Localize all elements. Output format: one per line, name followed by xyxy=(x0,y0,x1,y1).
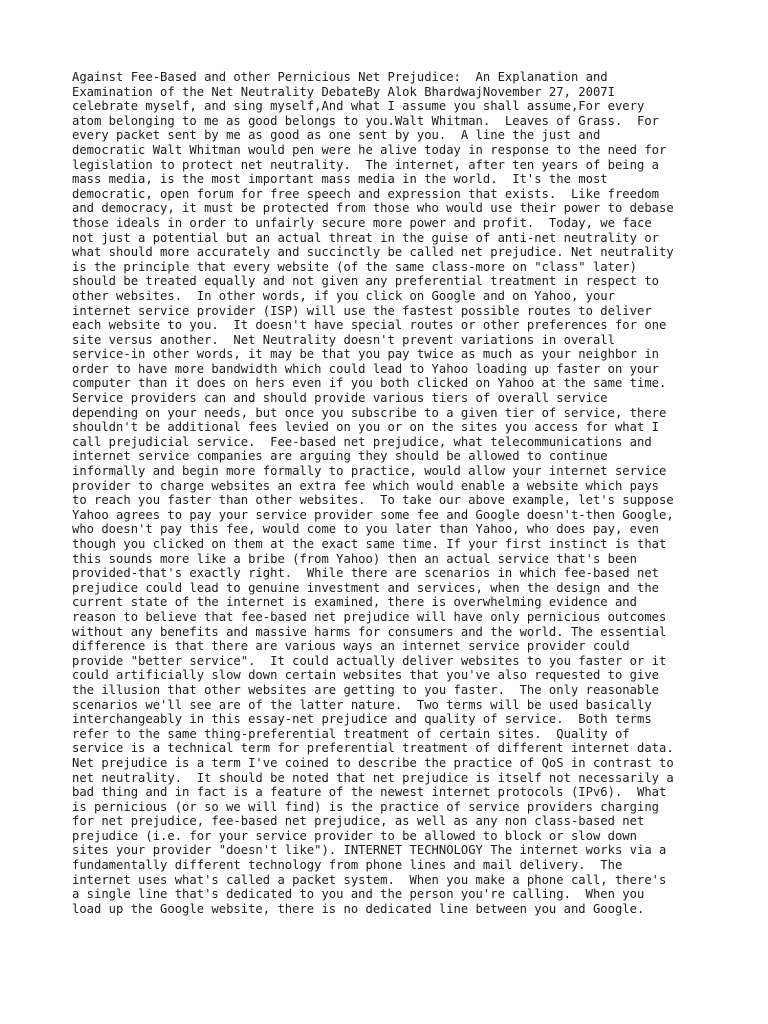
text-line: internet uses what's called a packet system. When you make a phone call, there's xyxy=(72,872,667,887)
text-line: Yahoo agrees to pay your service provider some fee and Google doesn't-then Google, xyxy=(72,507,674,522)
text-line: call prejudicial service. Fee-based net prejudice, what telecommunications and xyxy=(72,434,652,449)
text-line: provided-that's exactly right. While there are scenarios in which fee-based net xyxy=(72,566,659,581)
text-line: what should more accurately and succinctly be called net prejudice. Net neutrality xyxy=(72,245,674,260)
text-line: mass media, is the most important mass media in the world. It's the most xyxy=(72,172,608,187)
text-line: those ideals in order to unfairly secure more power and profit. Today, we face xyxy=(72,215,652,230)
text-line: provider to charge websites an extra fee which would enable a website which pays xyxy=(72,478,659,493)
text-line: this sounds more like a bribe (from Yahoo) then an actual service that's been xyxy=(72,551,637,566)
text-line: Service providers can and should provide various tiers of overall service xyxy=(72,391,608,406)
text-line: internet service provider (ISP) will use the fastest possible routes to deliver xyxy=(72,303,652,318)
text-line: interchangeably in this essay-net prejudice and quality of service. Both terms xyxy=(72,712,652,727)
text-line: each website to you. It doesn't have special routes or other preferences for one xyxy=(72,318,667,333)
text-line: is the principle that every website (of the same class-more on "class" later) xyxy=(72,259,637,274)
text-line: Examination of the Net Neutrality DebateBy Alok BhardwajNovember 27, 2007I xyxy=(72,84,615,99)
text-line: service-in other words, it may be that you pay twice as much as your neighbor in xyxy=(72,347,659,362)
text-line: democratic, open forum for free speech and expression that exists. Like freedom xyxy=(72,186,659,201)
text-line: could artificially slow down certain websites that you've also requested to give xyxy=(72,668,659,683)
text-line: is pernicious (or so we will find) is the practice of service providers charging xyxy=(72,799,659,814)
text-line: and democracy, it must be protected from those who would use their power to debase xyxy=(72,201,674,216)
text-line: Against Fee-Based and other Pernicious Net Prejudice: An Explanation and xyxy=(72,70,608,84)
text-line: refer to the same thing-preferential treatment of certain sites. Quality of xyxy=(72,726,630,741)
text-line: depending on your needs, but once you subscribe to a given tier of service, there xyxy=(72,405,667,420)
text-line: other websites. In other words, if you click on Google and on Yahoo, your xyxy=(72,288,615,303)
text-line: a single line that's dedicated to you and the person you're calling. When you xyxy=(72,887,645,902)
text-line: not just a potential but an actual threat in the guise of anti-net neutrality or xyxy=(72,230,659,245)
text-line: site versus another. Net Neutrality doesn't prevent variations in overall xyxy=(72,332,615,347)
text-line: difference is that there are various ways an internet service provider could xyxy=(72,639,630,654)
text-line: fundamentally different technology from phone lines and mail delivery. The xyxy=(72,858,623,873)
text-line: shouldn't be additional fees levied on you or on the sites you access for what I xyxy=(72,420,659,435)
text-line: without any benefits and massive harms for consumers and the world. The essential xyxy=(72,624,667,639)
text-line: democratic Walt Whitman would pen were he alive today in response to the need for xyxy=(72,142,667,157)
text-line: reason to believe that fee-based net prejudice will have only pernicious outcomes xyxy=(72,609,667,624)
text-line: the illusion that other websites are getting to you faster. The only reasonable xyxy=(72,682,659,697)
text-line: atom belonging to me as good belongs to you.Walt Whitman. Leaves of Grass. For xyxy=(72,113,659,128)
text-line: computer than it does on hers even if you both clicked on Yahoo at the same time. xyxy=(72,376,667,391)
text-line: who doesn't pay this fee, would come to you later than Yahoo, who does pay, even xyxy=(72,522,659,537)
text-line: every packet sent by me as good as one sent by you. A line the just and xyxy=(72,128,601,143)
text-line: net neutrality. It should be noted that net prejudice is itself not necessarily a xyxy=(72,770,674,785)
text-line: order to have more bandwidth which could lead to Yahoo loading up faster on your xyxy=(72,361,659,376)
text-line: legislation to protect net neutrality. The internet, after ten years of being a xyxy=(72,157,659,172)
text-line: should be treated equally and not given any preferential treatment in respect to xyxy=(72,274,659,289)
text-line: prejudice (i.e. for your service provider to be allowed to block or slow down xyxy=(72,828,637,843)
text-line: sites your provider "doesn't like"). INTERNET TECHNOLOGY The internet works via a xyxy=(72,843,667,858)
document-body xyxy=(72,70,696,916)
text-line: service is a technical term for preferential treatment of different internet data. xyxy=(72,741,674,756)
text-line: informally and begin more formally to practice, would allow your internet service xyxy=(72,464,667,479)
text-line: current state of the internet is examined, there is overwhelming evidence and xyxy=(72,595,637,610)
text-line: prejudice could lead to genuine investment and services, when the design and the xyxy=(72,580,659,595)
text-line: to reach you faster than other websites. To take our above example, let's suppose xyxy=(72,493,674,508)
text-line: scenarios we'll see are of the latter nature. Two terms will be used basically xyxy=(72,697,652,712)
text-line: Net prejudice is a term I've coined to describe the practice of QoS in contrast to xyxy=(72,755,674,770)
text-line: bad thing and in fact is a feature of the newest internet protocols (IPv6). What xyxy=(72,785,667,800)
text-line: provide "better service". It could actually deliver websites to you faster or it xyxy=(72,653,667,668)
text-line: load up the Google website, there is no dedicated line between you and Google. xyxy=(72,901,645,916)
text-line: though you clicked on them at the exact same time. If your first instinct is that xyxy=(72,537,667,551)
text-line: internet service companies are arguing they should be allowed to continue xyxy=(72,449,608,464)
text-line: for net prejudice, fee-based net prejudice, as well as any non class-based net xyxy=(72,814,645,829)
text-line: celebrate myself, and sing myself,And what I assume you shall assume,For every xyxy=(72,99,645,114)
